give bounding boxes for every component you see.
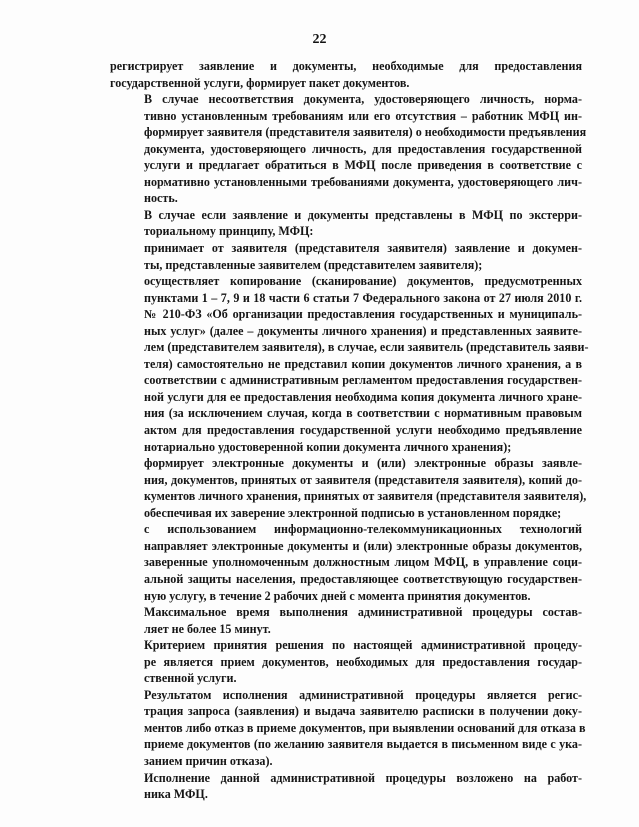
text-line: с использованием информационно-телекоммуникационных технологий	[144, 522, 582, 537]
paragraph	[110, 521, 582, 604]
text-line: Критерием принятия решения по настоящей административной процеду-	[144, 638, 582, 653]
text-line: № 210-ФЗ «Об организации предоставления государственных и муниципаль-	[144, 307, 582, 322]
text-line: ториальному принципу, МФЦ:	[144, 224, 314, 239]
text-line: трация запроса (заявления) и выдача заявителю расписки в получении доку-	[144, 704, 582, 719]
text-line: теля) самостоятельно не представил копии документов личного хранения, а в	[144, 356, 582, 371]
text-line: Исполнение данной административной процедуры возложено на работ-	[144, 770, 582, 785]
text-line: ника МФЦ.	[144, 787, 208, 802]
paragraph	[110, 604, 582, 637]
text-line: ния, документов, принятых от заявителя (представителя заявителя), копий до-	[144, 472, 582, 487]
text-line: альной защиты населения, предоставляющее соответствующую государствен-	[144, 571, 582, 586]
text-line: ность.	[144, 191, 178, 206]
text-line: приеме документов (по желанию заявителя выдается в письменном виде с ука-	[144, 737, 582, 752]
text-line: ния (за исключением случая, когда в соответствии с нормативным правовым	[144, 406, 582, 421]
paragraph	[110, 91, 587, 207]
text-line: лем (представителем заявителя), в случае, если заявитель (представитель заяви-	[144, 340, 589, 355]
text-line: ре является прием документов, необходимых для предоставления государ-	[144, 654, 582, 669]
paragraph	[110, 58, 582, 91]
paragraph	[110, 273, 589, 455]
text-line: регистрирует заявление и документы, необходимые для предоставления	[110, 59, 582, 73]
text-line: услуги и предлагает обратиться в МФЦ после приведения в соответствие с	[144, 158, 582, 173]
paragraph	[110, 207, 582, 240]
text-line: пунктами 1 – 7, 9 и 18 части 6 статьи 7 Федерального закона от 27 июля 2010 г.	[144, 290, 582, 305]
paragraph	[110, 637, 582, 687]
text-line: формирует электронные документы и (или) электронные образы заявле-	[144, 456, 582, 471]
paragraph	[110, 687, 586, 770]
text-line: ную услугу, в течение 2 рабочих дней с момента принятия документов.	[144, 588, 531, 603]
text-line: соответствии с административным регламентом предоставления государствен-	[144, 373, 582, 388]
text-line: нотариально удостоверенной копии документа личного хранения);	[144, 439, 512, 454]
text-line: ты, представленные заявителем (представителем заявителя);	[144, 257, 483, 272]
text-line: Максимальное время выполнения административной процедуры состав-	[144, 605, 582, 620]
text-line: ной услуги для ее предоставления необходима копия документа личного хране-	[144, 389, 582, 404]
text-line: ных услуг» (далее – документы личного хранения) и представленных заявите-	[144, 323, 582, 338]
text-line: принимает от заявителя (представителя заявителя) заявление и докумен-	[144, 241, 582, 256]
text-line: занием причин отказа).	[144, 753, 273, 768]
paragraph	[110, 455, 587, 521]
text-line: осуществляет копирование (сканирование) документов, предусмотренных	[144, 274, 582, 289]
text-line: государственной услуги, формирует пакет документов.	[110, 75, 410, 90]
text-line: ляет не более 15 минут.	[144, 621, 271, 636]
text-line: направляет электронные документы и (или) электронные образы документов,	[144, 538, 582, 553]
document-body	[110, 58, 589, 803]
paragraph	[110, 240, 582, 273]
paragraph	[110, 770, 582, 803]
text-line: нормативно установленными требованиями документа, удостоверяющего лич-	[144, 174, 582, 189]
text-line: обеспечивая их заверение электронной подписью в установленном порядке;	[144, 505, 562, 520]
text-line: ственной услуги.	[144, 671, 237, 686]
text-line: Результатом исполнения административной процедуры является регис-	[144, 687, 582, 702]
text-line: кументов личного хранения, принятых от заявителя (представителя заявителя),	[144, 489, 587, 504]
text-line: заверенные уполномоченным должностным лицом МФЦ, в управление соци-	[144, 555, 582, 570]
text-line: В случае если заявление и документы представлены в МФЦ по экстерри-	[144, 207, 582, 222]
text-line: ментов либо отказ в приеме документов, при выявлении оснований для отказа в	[144, 720, 586, 735]
text-line: формирует заявителя (представителя заявителя) о необходимости предъявления	[144, 125, 587, 140]
text-line: В случае несоответствия документа, удостоверяющего личность, норма-	[144, 92, 582, 107]
text-line: тивно установленным требованиям или его отсутствия – работник МФЦ ин-	[144, 108, 582, 123]
text-line: документа, удостоверяющего личность, для предоставления государственной	[144, 141, 582, 156]
page-number: 22	[312, 32, 327, 47]
text-line: актом для предоставления государственной услуги необходимо предъявление	[144, 423, 582, 438]
